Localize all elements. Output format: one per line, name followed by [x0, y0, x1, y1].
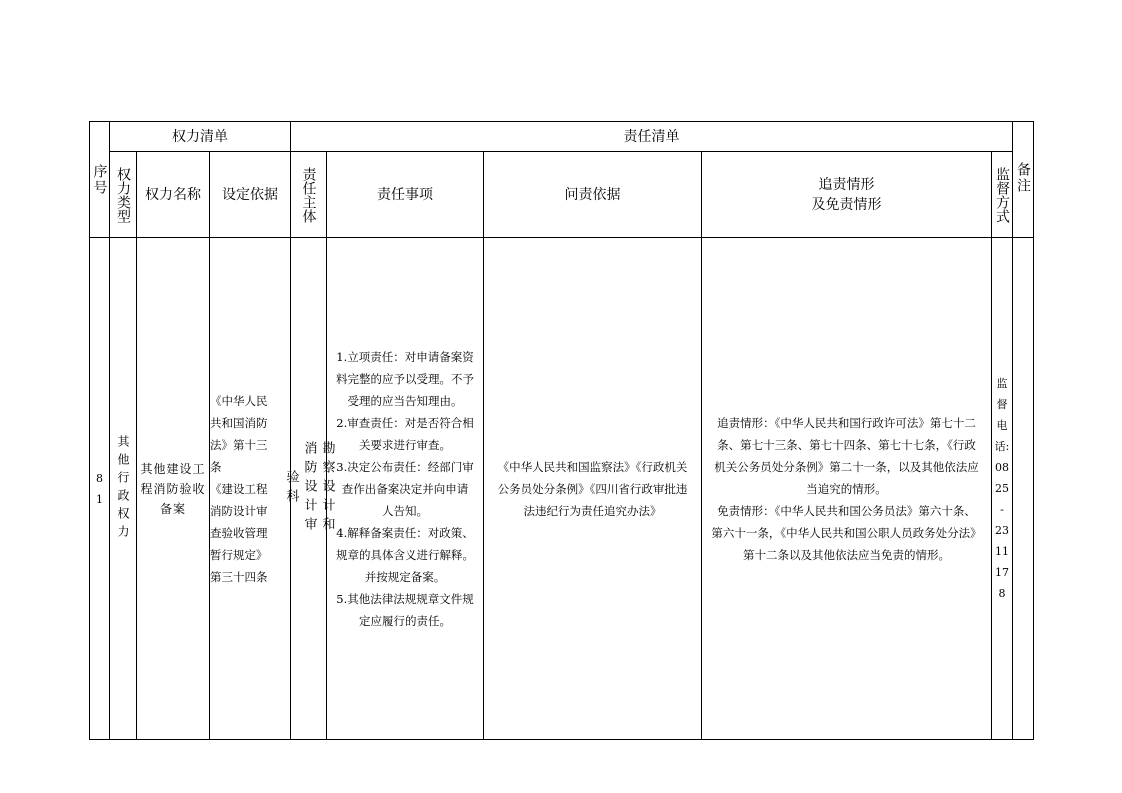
supervision-line: - — [1000, 503, 1004, 516]
matters-line: 定应履行的责任。 — [359, 613, 451, 628]
situations-line: 当追究的情形。 — [806, 481, 887, 496]
accountability-line: 法违纪行为责任追究办法》 — [523, 503, 662, 518]
row-index-line2: 1 — [96, 492, 103, 506]
header-matters: 责任事项 — [327, 152, 484, 238]
header-index: 序号 — [90, 122, 110, 238]
header-supervision: 监督方式 — [992, 152, 1013, 238]
supervision-line: 23 — [995, 524, 1010, 537]
matters-line: 料完整的应予以受理。不予 — [336, 371, 474, 386]
matters-line: 规章的具体含义进行解释。 — [336, 547, 474, 562]
header-remarks: 备注 — [1013, 122, 1034, 238]
subject-column: 消防设计审 — [301, 441, 317, 536]
matters-line: 4.解释备案责任：对政策、 — [336, 525, 474, 540]
supervision-line: 电 — [996, 419, 1008, 432]
header-basis: 设定依据 — [210, 152, 291, 238]
situations-line: 免责情形：《中华人民共和国公务员法》第六十条、 — [717, 503, 976, 518]
matters-line: 受理的应当告知理由。 — [347, 393, 463, 408]
row-index — [90, 238, 110, 740]
matters-line: 2.审查责任：对是否符合相 — [336, 415, 474, 430]
basis-line: 消防设计审 — [210, 503, 268, 518]
basis-line: 暂行规定》 — [210, 547, 268, 562]
basis-line: 法》第十三 — [210, 437, 268, 452]
row-accountability-basis — [484, 238, 702, 740]
header-power-list: 权力清单 — [110, 122, 291, 152]
matters-line: 查作出备案决定并向申请 — [341, 481, 469, 496]
subject-column: 验科 — [283, 469, 299, 508]
subject-column: 勘察设计和 — [319, 441, 335, 536]
matters-line: 1.立项责任：对申请备案资 — [336, 349, 474, 364]
supervision-line: 督 — [996, 398, 1008, 411]
supervision-line: 08 — [995, 461, 1010, 474]
basis-line: 第三十四条 — [210, 569, 268, 584]
basis-line: 《建设工程 — [210, 481, 268, 496]
situations-line: 条、第七十三条、第七十四条、第七十七条，《行政 — [717, 437, 976, 452]
situations-line: 追责情形：《中华人民共和国行政许可法》第七十二 — [717, 415, 976, 430]
row-power-type: 其他行政权力 — [110, 238, 137, 740]
row-index-line1: 8 — [96, 471, 103, 485]
accountability-line: 《中华人民共和国监察法》《行政机关 — [497, 459, 688, 474]
matters-line: 人告知。 — [382, 503, 428, 518]
supervision-line: 25 — [995, 482, 1010, 495]
situations-line: 第六十一条，《中华人民共和国公职人员政务处分法》 — [711, 525, 982, 540]
situations-line: 第十二条以及其他依法应当免责的情形。 — [743, 547, 950, 562]
row-matters — [327, 238, 484, 740]
header-subject: 责任主体 — [291, 152, 327, 238]
header-power-name: 权力名称 — [137, 152, 210, 238]
supervision-line: 话: — [994, 440, 1010, 453]
matters-line: 关要求进行审查。 — [359, 437, 451, 452]
row-remarks — [1013, 238, 1034, 740]
header-accountability-basis: 问责依据 — [484, 152, 702, 238]
supervision-line: 监 — [996, 377, 1008, 390]
supervision-line: 11 — [995, 545, 1010, 558]
basis-line: 查验收管理 — [210, 525, 268, 540]
row-power-name: 其他建设工程消防验收备案 — [137, 238, 210, 740]
row-supervision — [992, 238, 1013, 740]
situations-line: 机关公务员处分条例》第二十一条，以及其他依法应 — [714, 459, 979, 474]
header-situations — [702, 152, 992, 238]
row-basis — [210, 238, 291, 740]
basis-line: 条 — [210, 459, 222, 474]
basis-line: 《中华人民 — [210, 393, 268, 408]
basis-line: 共和国消防 — [210, 415, 268, 430]
header-situations-line1: 追责情形 — [818, 176, 875, 193]
matters-line: 5.其他法律法规规章文件规 — [336, 591, 474, 606]
accountability-line: 公务员处分条例》《四川省行政审批违 — [497, 481, 688, 496]
supervision-line: 17 — [995, 566, 1010, 579]
header-power-type: 权力类型 — [110, 152, 137, 238]
responsibility-table — [89, 121, 1034, 740]
matters-line: 3.决定公布责任：经部门审 — [336, 459, 474, 474]
header-responsibility-list: 责任清单 — [291, 122, 1013, 152]
row-subject — [283, 238, 335, 740]
row-situations — [702, 238, 992, 740]
matters-line: 并按规定备案。 — [364, 569, 446, 584]
supervision-line: 8 — [998, 587, 1006, 600]
header-situations-line2: 及免责情形 — [811, 196, 882, 213]
